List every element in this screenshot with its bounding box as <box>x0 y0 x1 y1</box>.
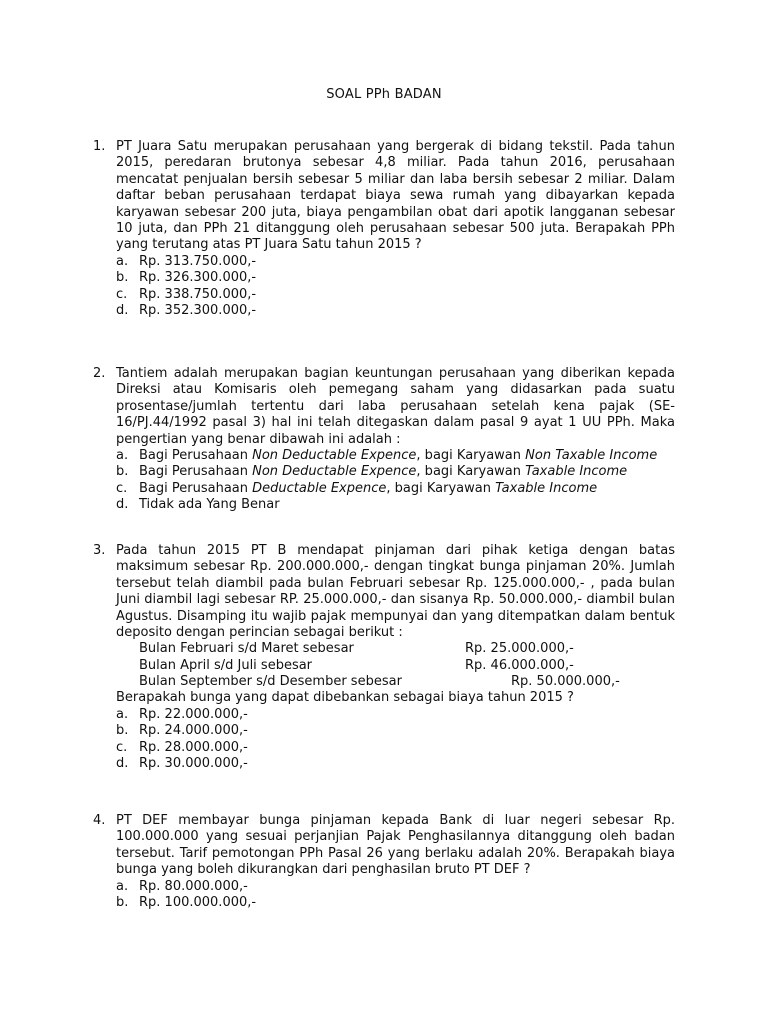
option-letter: d. <box>116 497 129 513</box>
option-a <box>116 707 675 723</box>
option-letter: a. <box>116 448 129 464</box>
option-text: Rp. 338.750.000,- <box>139 286 257 302</box>
option-c <box>116 287 675 303</box>
option-letter: d. <box>116 303 129 319</box>
schedule-amount: Rp. 46.000.000,- <box>465 657 574 673</box>
option-text: Bagi Perusahaan <box>139 464 253 480</box>
option-a <box>116 254 675 270</box>
option-letter: c. <box>116 480 128 496</box>
option-italic-term: Deductable Expence <box>252 480 387 496</box>
option-text: Bagi Perusahaan <box>139 448 253 464</box>
option-text: Rp. 80.000.000,- <box>139 878 248 894</box>
option-c <box>116 740 675 756</box>
option-letter: c. <box>116 739 128 755</box>
option-letter: b. <box>116 895 129 911</box>
question-text: PT Juara Satu merupakan perusahaan yang bergerak di bidang tekstil. Pada tahun 2015, peredaran brutonya sebesar 4,8 miliar. Pada tahun 2016, perusahaan mencatat penjualan bersih sebesar 5 miliar dan laba bersih sebesar 2 miliar. Dalam daftar beban perusahaan terdapat biaya sewa rumah yang dibayarkan kepada karyawan sebesar 200 juta, biaya pengambilan obat dari apotik langganan sebesar 10 juta, dan PPh 21 ditanggung oleh perusahaan sebesar 500 juta. Berapakah PPh yang terutang atas PT Juara Satu tahun 2015 ? <box>116 139 675 253</box>
option-letter: d. <box>116 756 129 772</box>
option-letter: b. <box>116 464 129 480</box>
option-text: Rp. 28.000.000,- <box>139 739 248 755</box>
question-2 <box>93 366 675 514</box>
option-text: Bagi Perusahaan <box>139 480 253 496</box>
option-text: Rp. 24.000.000,- <box>139 723 248 739</box>
option-letter: a. <box>116 878 129 894</box>
option-italic-term: Non Deductable Expence <box>252 448 417 464</box>
option-text: Tidak ada Yang Benar <box>139 497 280 513</box>
option-letter: c. <box>116 286 128 302</box>
question-1 <box>93 139 675 319</box>
option-text: , bagi Karyawan <box>386 480 496 496</box>
option-italic-term: Taxable Income <box>525 464 628 480</box>
question-4 <box>93 813 675 911</box>
question-text: Pada tahun 2015 PT B mendapat pinjaman dari pihak ketiga dengan batas maksimum sebesar Rp. 200.000.000,- dengan tingkat bunga pinjaman 20%. Jumlah tersebut telah diambil pada bulan Februari sebesar Rp. 125.000.000,- , pada bulan Juni diambil lagi sebesar RP. 25.000.000,- dan sisanya Rp. 50.000.000,- diambil bulan Agustus. Disamping itu wajib pajak mempunyai dan yang ditempatkan dalam bentuk deposito dengan perincian sebagai berikut : <box>116 543 675 641</box>
option-d <box>116 756 675 772</box>
option-text: Rp. 326.300.000,- <box>139 270 257 286</box>
option-list <box>116 448 675 514</box>
option-d <box>116 303 675 319</box>
option-text: Rp. 352.300.000,- <box>139 303 257 319</box>
option-letter: b. <box>116 270 129 286</box>
option-d <box>116 497 675 513</box>
option-italic-term: Non Taxable Income <box>525 448 658 464</box>
option-letter: b. <box>116 723 129 739</box>
option-text: , bagi Karyawan <box>416 464 526 480</box>
question-number: 3. <box>93 543 106 558</box>
option-text: Rp. 100.000.000,- <box>139 895 257 911</box>
page-title: SOAL PPh BADAN <box>326 87 442 102</box>
schedule-label: Bulan Februari s/d Maret sebesar <box>139 641 354 657</box>
question-text: PT DEF membayar bunga pinjaman kepada Bank di luar negeri sebesar Rp. 100.000.000 yang sesuai perjanjian Pajak Penghasilannya ditanggung oleh badan tersebut. Tarif pemotongan PPh Pasal 26 yang berlaku adalah 20%. Berapakah biaya bunga yang boleh dikurangkan dari penghasilan bruto PT DEF ? <box>116 813 675 878</box>
option-c <box>116 481 675 497</box>
question-text: Tantiem adalah merupakan bagian keuntungan perusahaan yang diberikan kepada Direksi atau Komisaris oleh pemegang saham yang didasarkan pada suatu prosentase/jumlah tertentu dari laba perusahaan setelah kena pajak (SE-16/PJ.44/1992 pasal 3) hal ini telah ditegaskan dalam pasal 9 ayat 1 UU PPh. Maka pengertian yang benar dibawah ini adalah : <box>116 366 675 447</box>
option-list <box>116 254 675 320</box>
question-3 <box>93 543 675 772</box>
question-number: 2. <box>93 366 106 381</box>
question-number: 1. <box>93 139 106 154</box>
option-letter: a. <box>116 706 129 722</box>
option-italic-term: Taxable Income <box>495 480 598 496</box>
option-list <box>116 879 675 912</box>
schedule-row <box>139 641 675 657</box>
option-b <box>116 464 675 480</box>
schedule-amount: Rp. 25.000.000,- <box>465 641 574 657</box>
schedule-amount: Rp. 50.000.000,- <box>511 674 620 690</box>
schedule-row <box>139 658 675 674</box>
option-letter: a. <box>116 253 129 269</box>
schedule-label: Bulan April s/d Juli sebesar <box>139 657 313 673</box>
option-text: , bagi Karyawan <box>416 448 526 464</box>
schedule-row <box>139 674 675 690</box>
option-b <box>116 723 675 739</box>
option-b <box>116 895 675 911</box>
option-b <box>116 270 675 286</box>
option-a <box>116 879 675 895</box>
option-list <box>116 707 675 773</box>
option-text: Rp. 22.000.000,- <box>139 706 248 722</box>
deposit-schedule <box>139 641 675 690</box>
option-text: Rp. 30.000.000,- <box>139 756 248 772</box>
option-italic-term: Non Deductable Expence <box>252 464 417 480</box>
question-number: 4. <box>93 813 106 828</box>
question-prompt: Berapakah bunga yang dapat dibebankan sebagai biaya tahun 2015 ? <box>116 690 574 706</box>
option-a <box>116 448 675 464</box>
schedule-label: Bulan September s/d Desember sebesar <box>139 674 402 690</box>
option-text: Rp. 313.750.000,- <box>139 253 257 269</box>
